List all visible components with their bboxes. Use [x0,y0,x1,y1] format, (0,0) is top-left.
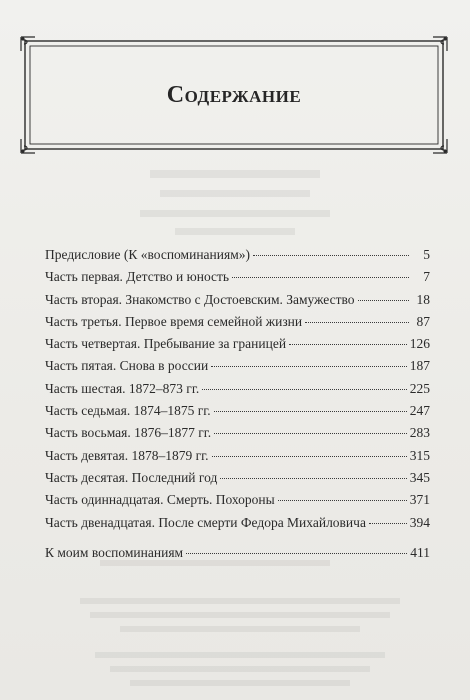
toc-entry-part-1[interactable] [45,266,430,288]
toc-entry-part-10[interactable] [45,467,430,489]
toc-entry-title: Часть восьмая. 1876–1877 гг. [45,425,212,441]
toc-entry-page: 87 [416,313,430,329]
show-through-line [150,170,320,178]
show-through-line [95,652,385,658]
toc-entry-part-3[interactable] [45,311,430,333]
toc-entry-title: Часть третья. Первое время семейной жизни [45,313,303,329]
dot-leader [186,552,407,554]
toc-entry-part-2[interactable] [45,289,430,311]
toc-entry-page: 247 [409,403,430,419]
toc-entry-page: 5 [423,247,430,262]
title-frame [19,35,449,155]
show-through-line [160,190,310,197]
dot-leader [214,432,407,434]
dot-leader [212,455,407,457]
toc-entry-page: 126 [409,336,430,352]
dot-leader [214,410,407,412]
toc-entry-page: 18 [416,291,430,307]
toc-entry-part-6[interactable] [45,378,430,400]
toc-entry-page: 315 [409,447,430,463]
dot-leader [253,254,409,256]
toc-entry-part-9[interactable] [45,445,430,467]
toc-entry-page: 225 [409,380,430,396]
toc-entry-title: Часть десятая. Последний год [45,469,218,485]
toc-entry-afterword[interactable] [45,542,430,564]
show-through-line [110,666,370,672]
toc-entry-preface[interactable] [45,244,430,266]
toc-entry-title: Часть первая. Детство и юность [45,269,230,285]
show-through-line [80,598,400,604]
show-through-line [90,612,390,618]
toc-entry-page: 187 [409,358,430,374]
dot-leader [305,321,409,323]
dot-leader [232,276,409,278]
toc-entry-page: 345 [409,469,430,485]
toc-entry-title: Часть пятая. Снова в россии [45,358,209,374]
toc-entry-part-11[interactable] [45,489,430,511]
toc-entry-page: 371 [409,492,430,508]
show-through-line [120,626,360,632]
show-through-line [140,210,330,217]
toc-entry-title: Часть седьмая. 1874–1875 гг. [45,403,211,419]
toc-entry-page: 283 [409,425,430,441]
toc-entry-title: Часть одиннадцатая. Смерть. Похороны [45,492,275,508]
table-of-contents [45,244,430,564]
dot-leader [211,365,407,367]
dot-leader [278,499,407,501]
dot-leader [369,522,407,524]
show-through-line [175,228,295,235]
toc-entry-title: Часть шестая. 1872–873 гг. [45,380,200,396]
toc-entry-part-5[interactable] [45,355,430,377]
toc-entry-title: Часть четвертая. Пребывание за границей [45,336,287,352]
dot-leader [220,477,406,479]
toc-entry-part-12[interactable] [45,512,430,534]
dot-leader [202,388,407,390]
toc-entry-page: 7 [423,269,430,285]
toc-entry-part-8[interactable] [45,422,430,444]
show-through-line [130,680,350,686]
toc-entry-part-4[interactable] [45,333,430,355]
toc-entry-page: 411 [410,544,430,560]
toc-entry-page: 394 [409,514,430,530]
dot-leader [289,343,407,345]
toc-entry-title: Часть двенадцатая. После смерти Федора Михайловича [45,514,366,530]
toc-entry-part-7[interactable] [45,400,430,422]
page-title: Содержание [166,81,302,108]
toc-entry-title: К моим воспоминаниям [45,544,184,560]
dot-leader [358,299,409,301]
toc-entry-title: Предисловие (К «воспоминаниям») [45,247,250,262]
toc-entry-title: Часть девятая. 1878–1879 гг. [45,447,209,463]
toc-entry-title: Часть вторая. Знакомство с Достоевским. Замужество [45,291,355,307]
